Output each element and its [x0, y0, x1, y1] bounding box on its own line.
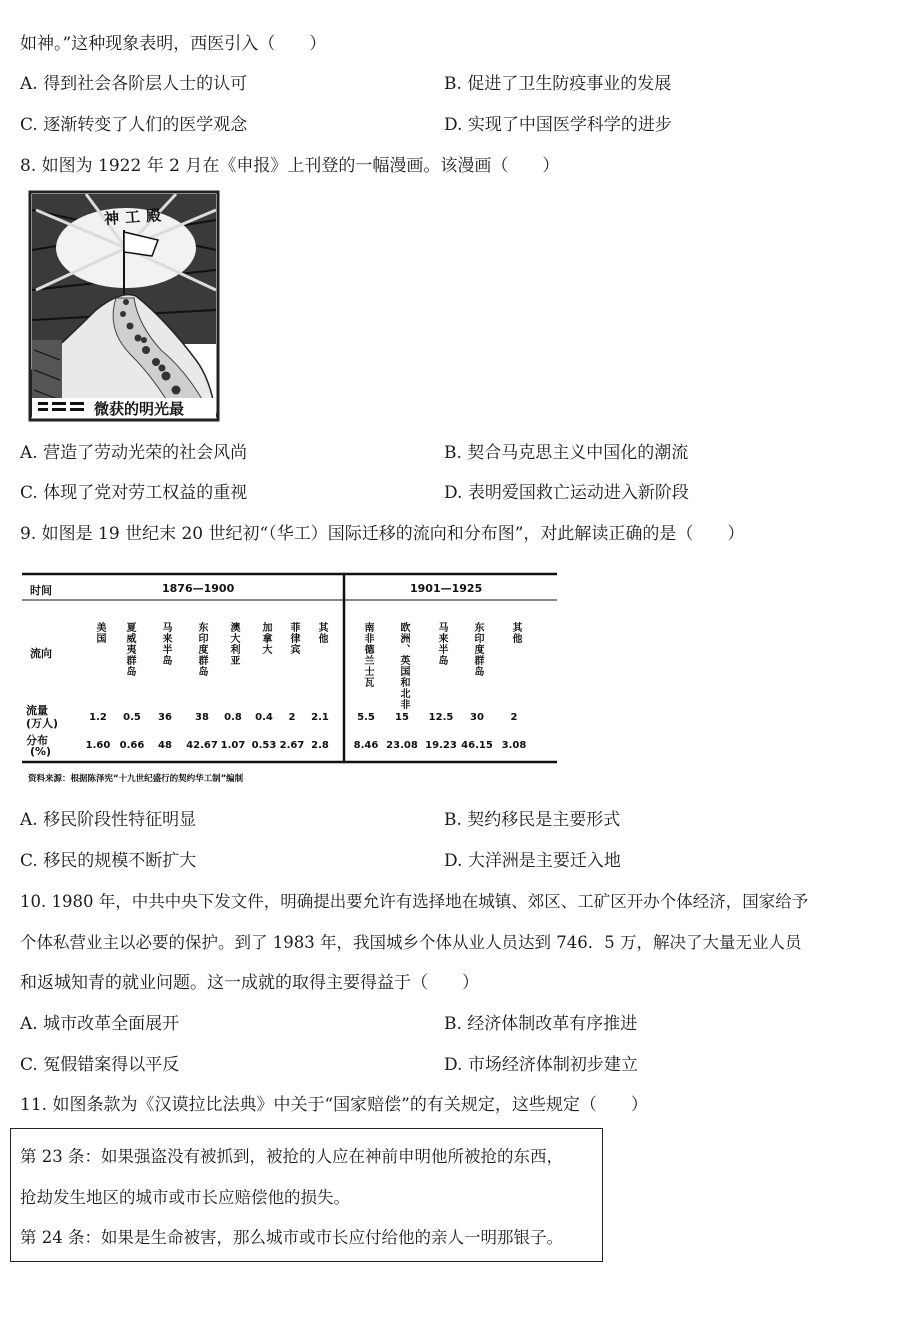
- period-2: 1901—1925: [410, 582, 483, 595]
- pct-cell: 19.23: [425, 740, 457, 751]
- q7-option-a[interactable]: A. 得到社会各阶层人士的认可: [20, 74, 248, 94]
- dest-transvaal: 南非德兰士瓦: [362, 622, 373, 688]
- pct-cell: 0.53: [251, 740, 277, 751]
- question-10-line-1: 10. 1980 年，中共中央下发文件，明确提出要允许有选择地在城镇、郊区、工矿区开办个体经济，国家给予: [20, 892, 809, 911]
- hammurabi-code-box: [10, 1128, 603, 1262]
- q10-option-a[interactable]: A. 城市改革全面展开: [20, 1014, 180, 1034]
- q10-option-b[interactable]: B. 经济体制改革有序推进: [444, 1014, 638, 1034]
- cartoon-image: [26, 190, 222, 422]
- vol-cell: 5.5: [357, 712, 375, 723]
- pct-cell: 48: [158, 740, 172, 751]
- q8-option-c[interactable]: C. 体现了党对劳工权益的重视: [20, 483, 248, 503]
- dest-east-indies-2: 东印度群岛: [472, 622, 483, 677]
- cartoon-top-text: 神工殿: [103, 205, 168, 229]
- time-label: 时间: [30, 584, 52, 597]
- dest-australia: 澳大利亚: [228, 622, 239, 666]
- question-11-stem: 11. 如图条款为《汉谟拉比法典》中关于“国家赔偿”的有关规定，这些规定（ ）: [20, 1095, 648, 1115]
- vol-cell: 2.1: [311, 712, 329, 723]
- volume-label: 流量: [26, 704, 48, 717]
- q7-option-c[interactable]: C. 逐渐转变了人们的医学观念: [20, 115, 248, 135]
- migration-table: [22, 570, 557, 770]
- dist-unit: (%): [30, 745, 52, 758]
- pct-cell: 1.60: [85, 740, 111, 751]
- period-1: 1876—1900: [162, 582, 235, 595]
- cartoon-bottom-text: 微获的明光最: [94, 400, 185, 418]
- vol-cell: 15: [395, 712, 409, 723]
- volume-unit: (万人): [26, 717, 59, 730]
- article-23-line-1: 第 23 条：如果强盗没有被抓到，被抢的人应在神前申明他所被抢的东西，: [20, 1147, 563, 1166]
- dest-malay-1: 马来半岛: [160, 622, 171, 666]
- vol-cell: 0.5: [123, 712, 141, 723]
- question-9-stem: 9. 如图是 19 世纪末 20 世纪初“（华工）国际迁移的流向和分布图”，对此解读正确的是（ ）: [20, 524, 745, 544]
- flow-label: 流向: [30, 647, 52, 660]
- vol-cell: 30: [470, 712, 484, 723]
- pct-cell: 46.15: [461, 740, 493, 751]
- article-24-line: 第 24 条：如果是生命被害，那么城市或市长应付给他的亲人一明那银子。: [20, 1228, 563, 1247]
- vol-cell: 0.8: [224, 712, 242, 723]
- vol-cell: 12.5: [428, 712, 454, 723]
- dest-other-2: 其他: [510, 622, 521, 644]
- q9-option-a[interactable]: A. 移民阶段性特征明显: [20, 810, 197, 830]
- q8-option-b[interactable]: B. 契合马克思主义中国化的潮流: [444, 443, 689, 463]
- q10-option-c[interactable]: C. 冤假错案得以平反: [20, 1055, 180, 1075]
- q9-option-c[interactable]: C. 移民的规模不断扩大: [20, 851, 197, 871]
- vol-cell: 38: [195, 712, 209, 723]
- dist-label: 分布: [26, 734, 48, 747]
- dest-philippines: 菲律宾: [288, 622, 299, 655]
- dest-hawaii: 夏威夷群岛: [124, 622, 135, 677]
- pct-cell: 2.67: [279, 740, 305, 751]
- vol-cell: 2: [288, 712, 296, 723]
- dest-us: 美国: [94, 622, 105, 644]
- table-source: 资料来源：根据陈泽宪“十九世纪盛行的契约华工制”编制: [28, 774, 244, 784]
- pct-cell: 23.08: [386, 740, 418, 751]
- dest-europe: 欧洲、英国和北非: [398, 622, 409, 710]
- vol-cell: 36: [158, 712, 172, 723]
- vol-cell: 0.4: [255, 712, 273, 723]
- dest-other-1: 其他: [316, 622, 327, 644]
- question-10-line-2: 个体私营业主以必要的保护。到了 1983 年，我国城乡个体从业人员达到 746．5 万，解决了大量无业人员: [20, 933, 802, 952]
- pct-cell: 0.66: [119, 740, 145, 751]
- q8-option-d[interactable]: D. 表明爱国救亡运动进入新阶段: [444, 483, 689, 503]
- pct-cell: 2.8: [311, 740, 329, 751]
- dest-canada: 加拿大: [260, 622, 271, 655]
- dest-malay-2: 马来半岛: [436, 622, 447, 666]
- pct-cell: 42.67: [186, 740, 218, 751]
- pct-cell: 1.07: [220, 740, 246, 751]
- question-7-stem-tail: 如神。”这种现象表明，西医引入（ ）: [20, 34, 327, 54]
- q10-option-d[interactable]: D. 市场经济体制初步建立: [444, 1055, 638, 1075]
- question-10-line-3: 和返城知青的就业问题。这一成就的取得主要得益于（ ）: [20, 973, 479, 993]
- vol-cell: 1.2: [89, 712, 107, 723]
- article-23-line-2: 抢劫发生地区的城市或市长应赔偿他的损失。: [20, 1188, 350, 1207]
- q7-option-d[interactable]: D. 实现了中国医学科学的进步: [444, 115, 672, 135]
- pct-cell: 8.46: [353, 740, 379, 751]
- q9-option-b[interactable]: B. 契约移民是主要形式: [444, 810, 621, 830]
- dest-east-indies-1: 东印度群岛: [196, 622, 207, 677]
- vol-cell: 2: [510, 712, 518, 723]
- pct-cell: 3.08: [501, 740, 527, 751]
- q7-option-b[interactable]: B. 促进了卫生防疫事业的发展: [444, 74, 672, 94]
- question-8-stem: 8. 如图为 1922 年 2 月在《申报》上刊登的一幅漫画。该漫画（ ）: [20, 156, 560, 176]
- q8-option-a[interactable]: A. 营造了劳动光荣的社会风尚: [20, 443, 248, 463]
- q9-option-d[interactable]: D. 大洋洲是主要迁入地: [444, 851, 621, 871]
